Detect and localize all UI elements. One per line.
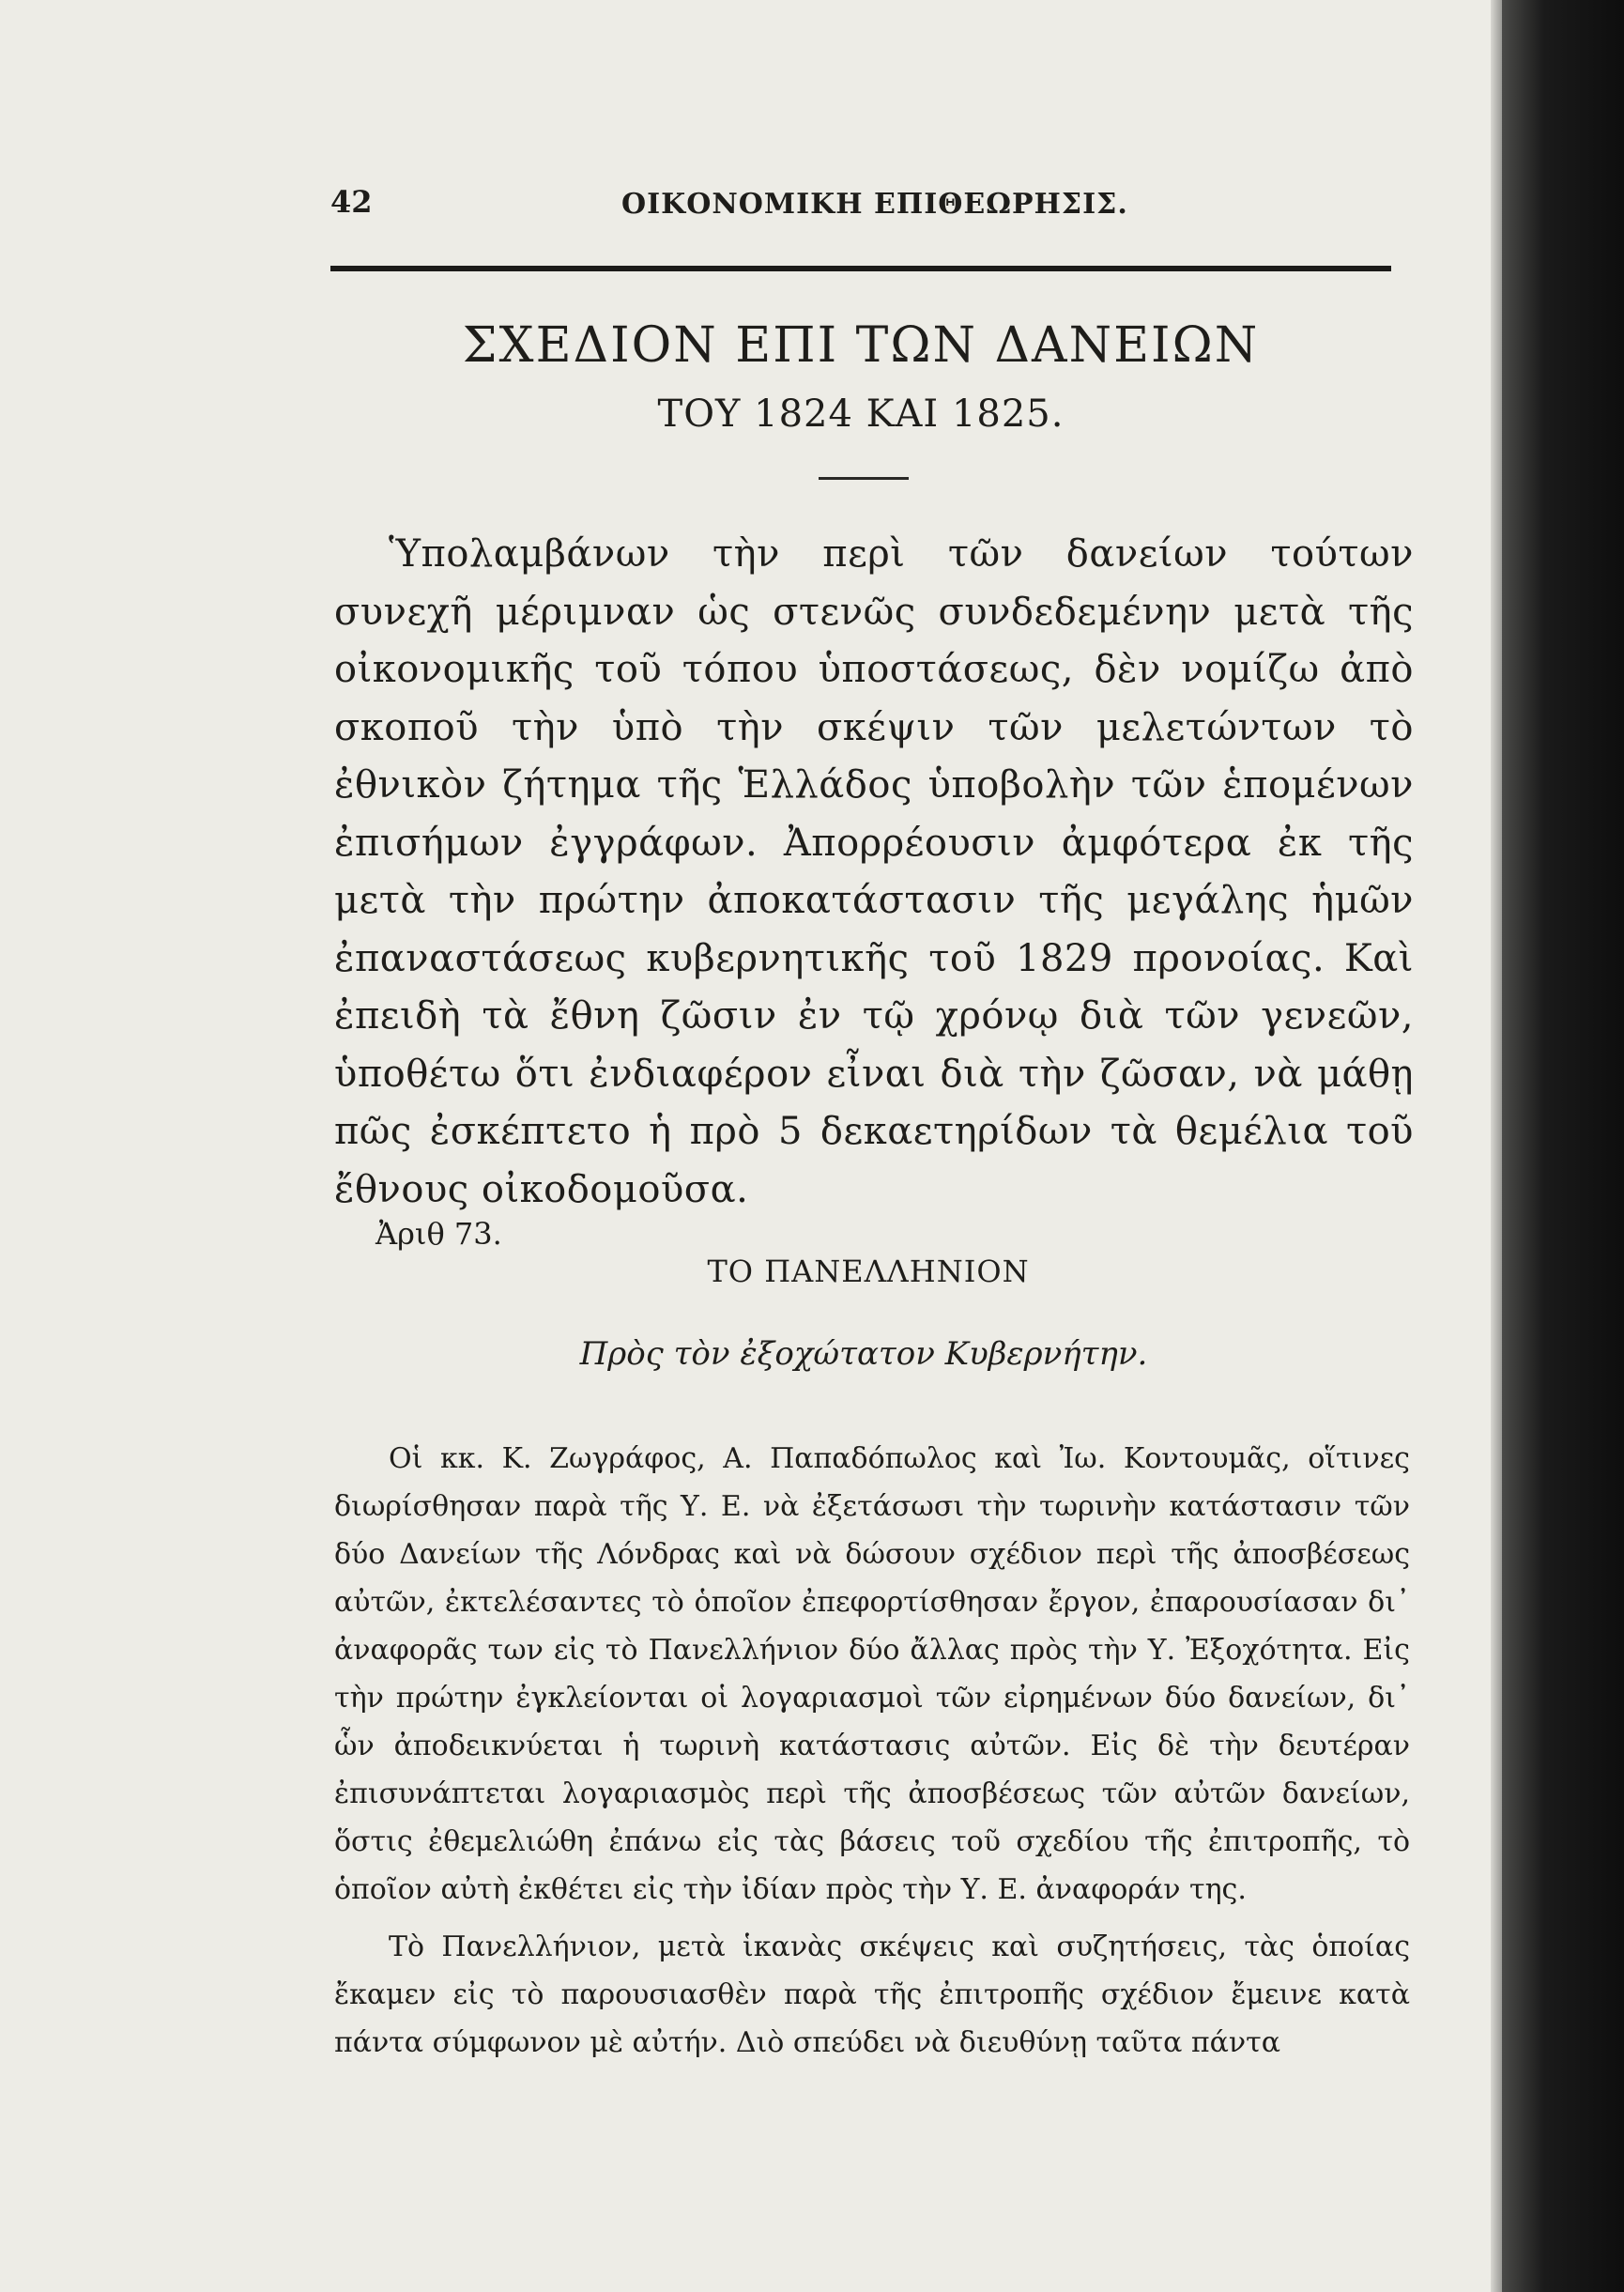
book-spine (1502, 0, 1624, 2292)
intro-paragraph: Ὑπολαμβάνων τὴν περὶ τῶν δανείων τούτων συνεχῆ μέριμναν ὡς στενῶς συνδεδεμένην μετὰ τῆς οἰκονομικῆς τοῦ τόπου ὑποστάσεως, δὲν νομίζω ἀπὸ σκοποῦ τὴν ὑπὸ τὴν σκέψιν τῶν μελετώντων τὸ ἐθνικὸν ζήτημα τῆς Ἑλλάδος ὑποβολὴν τῶν ἑπομένων ἐπισήμων ἐγγράφων. Ἀπορρέουσιν ἀμφότερα ἐκ τῆς μετὰ τὴν πρώτην ἀποκατάστασιν τῆς μεγάλης ἡμῶν ἐπαναστάσεως κυβερνητικῆς τοῦ 1829 προνοίας. Καὶ ἐπειδὴ τὰ ἔθνη ζῶσιν ἐν τῷ χρόνῳ διὰ τῶν γενεῶν, ὑποθέτω ὅτι ἐνδιαφέρον εἶναι διὰ τὴν ζῶσαν, νὰ μάθῃ πῶς ἐσκέπτετο ἡ πρὸ 5 δεκαετηρίδων τὰ θεμέλια τοῦ ἔθνους οἰκοδομοῦσα. (334, 532, 1414, 1211)
document-title: ΤΟ ΠΑΝΕΛΛΗΝΙΟΝ (707, 1254, 1030, 1289)
document-number: Ἀριθ 73. (375, 1216, 502, 1252)
running-head: ΟΙΚΟΝΟΜΙΚΗ ΕΠΙΘΕΩΡΗΣΙΣ. (621, 188, 1128, 221)
article-heading: ΣΧΕΔΙΟΝ ΕΠΙ ΤΩΝ ΔΑΝΕΙΩΝ (462, 317, 1260, 374)
page-edge (1491, 0, 1502, 2292)
document-body (334, 1435, 1410, 2067)
header-rule (330, 266, 1391, 271)
document-addressee: Πρὸς τὸν ἐξοχώτατον Κυβερνήτην. (579, 1335, 1148, 1373)
page-header (330, 184, 1410, 233)
article-subheading: ΤΟΥ 1824 ΚΑΙ 1825. (657, 392, 1065, 436)
body-paragraph: Οἱ κκ. Κ. Ζωγράφος, Α. Παπαδόπωλος καὶ Ἰω. Κοντουμᾶς, οἵτινες διωρίσθησαν παρὰ τῆς Υ. Ε. νὰ ἐξετάσωσι τὴν τωρινὴν κατάστασιν τῶν δύο Δανείων τῆς Λόνδρας καὶ νὰ δώσουν σχέδιον περὶ τῆς ἀποσβέσεως αὐτῶν, ἐκτελέσαντες τὸ ὁποῖον ἐπεφορτίσθησαν ἔργον, ἐπαρουσίασαν δι᾽ ἀναφορᾶς των εἰς τὸ Πανελλήνιον δύο ἄλλας πρὸς τὴν Υ. Ἐξοχότητα. Εἰς τὴν πρώτην ἐγκλείονται οἱ λογαριασμοὶ τῶν εἰρημένων δύο δανείων, δι᾽ ὧν ἀποδεικνύεται ἡ τωρινὴ κατάστασις αὐτῶν. Εἰς δὲ τὴν δευτέραν ἐπισυνάπτεται λογαριασμὸς περὶ τῆς ἀποσβέσεως τῶν αὐτῶν δανείων, ὅστις ἐθεμελιώθη ἐπάνω εἰς τὰς βάσεις τοῦ σχεδίου τῆς ἐπιτροπῆς, τὸ ὁποῖον αὐτὴ ἐκθέτει εἰς τὴν ἰδίαν πρὸς τὴν Υ. Ε. ἀναφοράν της. (334, 1442, 1410, 1906)
body-paragraph: Τὸ Πανελλήνιον, μετὰ ἱκανὰς σκέψεις καὶ συζητήσεις, τὰς ὁποίας ἔκαμεν εἰς τὸ παρουσιασθὲν παρὰ τῆς ἐπιτροπῆς σχέδιον ἔμεινε κατὰ πάντα σύμφωνον μὲ αὐτήν. Διὸ σπεύδει νὰ διευθύνῃ ταῦτα πάντα (334, 1931, 1410, 2059)
section-divider (819, 477, 909, 480)
page-number: 42 (330, 184, 373, 220)
